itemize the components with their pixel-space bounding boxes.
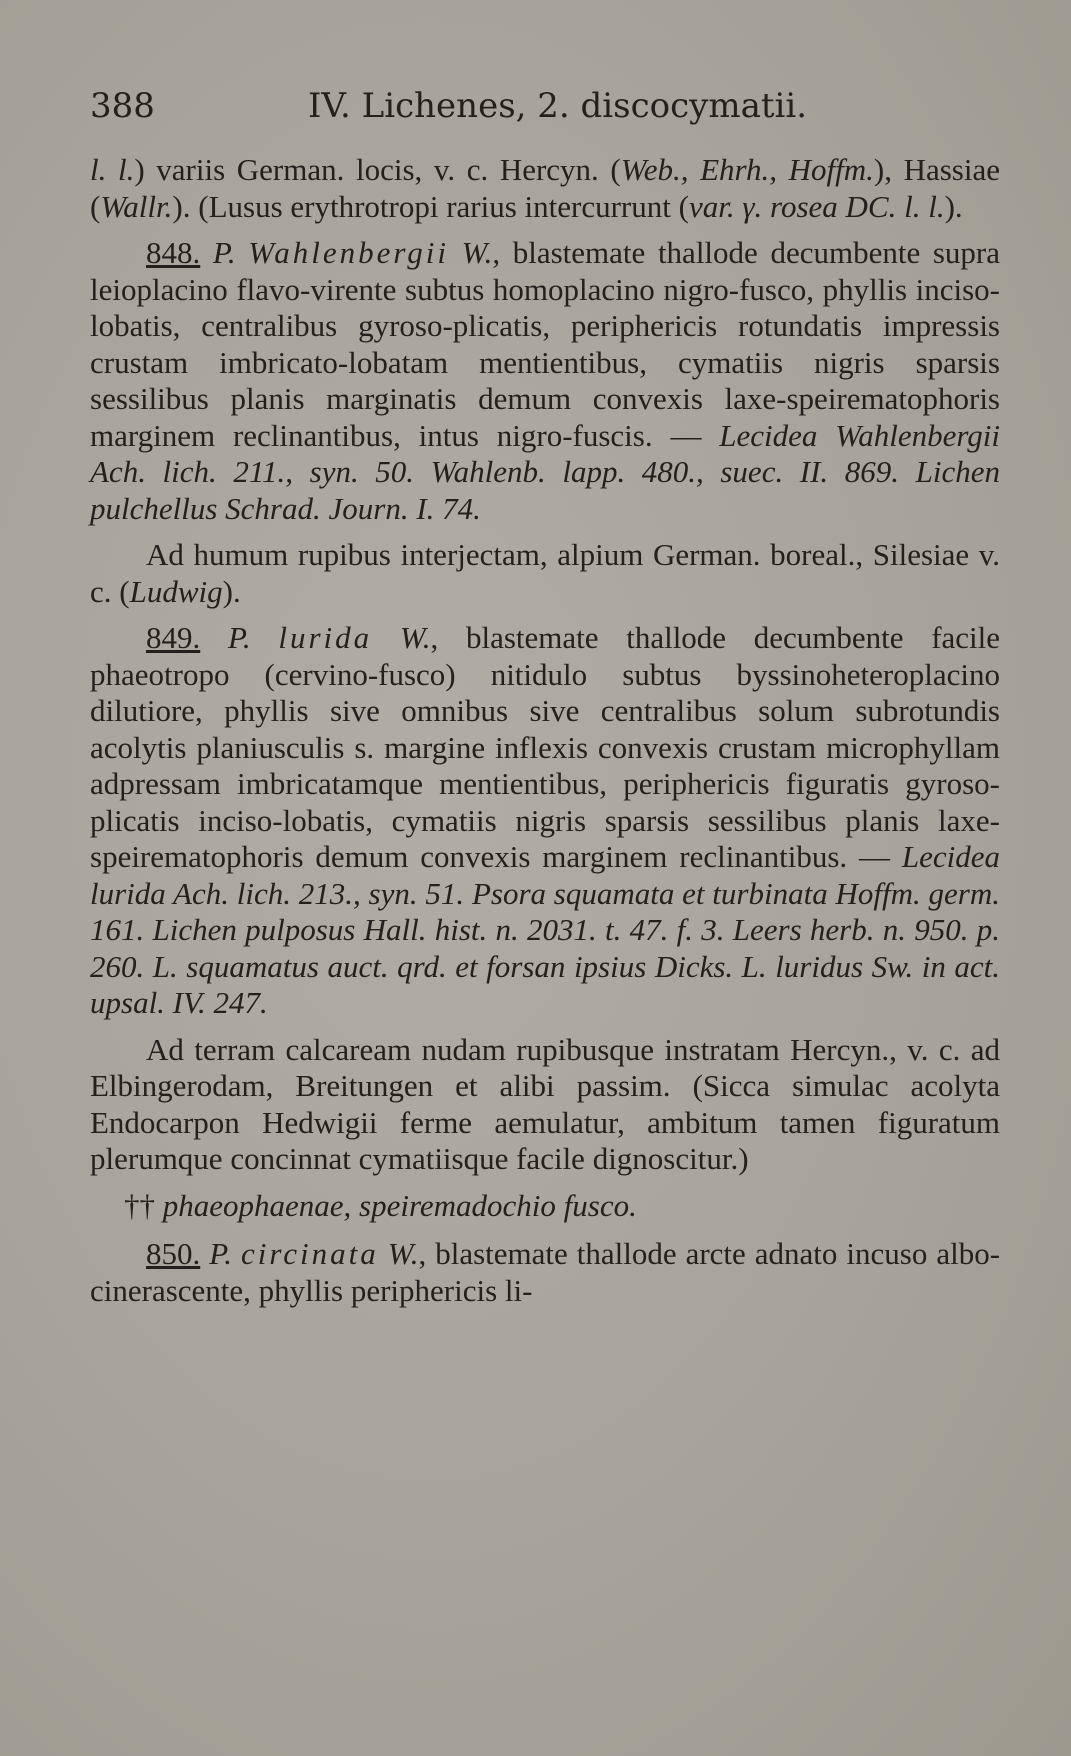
dagger-mark: †† (124, 1187, 155, 1223)
species-name: lurida (278, 620, 373, 655)
author-abbr: W. (399, 620, 431, 655)
section-heading: †† phaeophaenae, speiremadochio fusco. (124, 1187, 637, 1223)
page-number: 388 (90, 86, 155, 126)
book-page (90, 0, 1000, 1756)
page-body (90, 152, 1000, 1319)
entry-848 (90, 235, 1000, 527)
species-name: Wahlenbergii (248, 235, 449, 270)
entry-849 (90, 620, 1000, 1022)
entry-849-locality: Ad terram calcaream nudam rupibusque instratam Hercyn., v. c. ad Elbingerodam, Breitungen et alibi passim. (Sicca simulac acolyta Endocarpon Hedwigii ferme aemulatur, ambitum tamen figuratum plerumque concinnat cymatiisque facile dignoscitur.) (90, 1031, 1000, 1176)
author-abbr: W. (461, 235, 493, 270)
genus-abbr: P. (212, 235, 236, 270)
entry-number: 848. (146, 235, 201, 270)
author-abbr: W. (387, 1236, 419, 1271)
entry-number: 850. (146, 1236, 201, 1271)
entry-synonyms: Lecidea lurida Ach. lich. 213., syn. 51. Psora squamata et turbinata Hoffm. germ. 161. Lichen pulposus Hall. hist. n. 2031. t. 47. f. 3. Leers herb. n. 950. p. 260. L. squamatus auct. qrd. et forsan ipsius Dicks. L. luridus Sw. in act. upsal. IV. 247. (90, 839, 1000, 1020)
species-name: circinata (240, 1236, 379, 1271)
entry-number: 849. (146, 620, 201, 655)
paragraph-continuation: l. l.) variis German. locis, v. c. Hercyn. (Web., Ehrh., Hoffm.), Hassiae (Wallr.). (Lusus erythrotropi rarius intercurrunt (var. γ. rosea DC. l. l.). (90, 152, 1000, 224)
entry-850 (90, 1236, 1000, 1309)
running-title: IV. Lichenes, 2. discocymatii. (308, 86, 808, 126)
page-header (90, 86, 1000, 136)
entry-description: , blastemate thallode decumbente supra leioplacino flavo-virente subtus homoplacino nigro-fusco, phyllis inciso-lobatis, centralibus gyroso-plicatis, periphericis rotundatis impressis crustam imbricato-lobatam mentientibus, cymatiis nigris sparsis sessilibus planis marginatis demum convexis laxe-speirematophoris marginem reclinantibus, intus nigro-fuscis. — (90, 235, 1000, 453)
genus-abbr: P. (209, 1236, 232, 1271)
genus-abbr: P. (227, 620, 251, 655)
entry-description: , blastemate thallode decumbente facile phaeotropo (cervino-fusco) nitidulo subtus byssinoheteroplacino dilutiore, phyllis sive omnibus sive centralibus solum subrotundis acolytis planiusculis s. margine inflexis convexis crustam microphyllam adpressam imbricatamque mentientibus, periphericis figuratis gyroso-plicatis inciso-lobatis, cymatiis nigris sparsis sessilibus planis laxe-speirematophoris demum convexis marginem reclinantibus. — (90, 620, 1001, 874)
entry-synonyms: Lecidea Wahlenbergii Ach. lich. 211., syn. 50. Wahlenb. lapp. 480., suec. II. 869. Lichen pulchellus Schrad. Journ. I. 74. (90, 417, 1000, 526)
entry-description: , blastemate thallode arcte adnato incuso albo-cinerascente, phyllis periphericis li- (90, 1236, 1001, 1308)
entry-848-locality: Ad humum rupibus interjectam, alpium German. boreal., Silesiae v. c. (Ludwig). (90, 537, 1000, 609)
